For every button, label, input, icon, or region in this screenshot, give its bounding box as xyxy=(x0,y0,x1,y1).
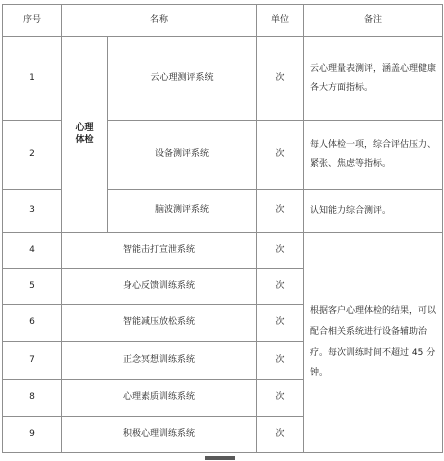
row-unit: 次 xyxy=(257,190,304,233)
row-unit: 次 xyxy=(257,342,304,380)
table-row xyxy=(3,37,443,121)
row-name: 身心反馈训练系统 xyxy=(62,269,257,305)
row-index: 6 xyxy=(3,305,62,342)
row-unit: 次 xyxy=(257,269,304,305)
row-name: 脑波测评系统 xyxy=(108,190,257,233)
remark-cell: 认知能力综合测评。 xyxy=(304,190,443,233)
row-index: 9 xyxy=(3,417,62,453)
row-name: 云心理测评系统 xyxy=(108,37,257,121)
row-unit: 次 xyxy=(257,121,304,190)
row-name: 正念冥想训练系统 xyxy=(62,342,257,380)
row-index: 4 xyxy=(3,233,62,269)
row-index: 8 xyxy=(3,380,62,417)
row-unit: 次 xyxy=(257,305,304,342)
row-index: 2 xyxy=(3,121,62,190)
header-index: 序号 xyxy=(3,5,62,37)
row-unit: 次 xyxy=(257,233,304,269)
row-unit: 次 xyxy=(257,37,304,121)
remark-cell: 云心理量表测评，涵盖心理健康各大方面指标。 xyxy=(304,37,443,121)
row-unit: 次 xyxy=(257,417,304,453)
header-name: 名称 xyxy=(62,5,257,37)
category-line-2: 体检 xyxy=(75,134,94,145)
row-index: 5 xyxy=(3,269,62,305)
category-cell xyxy=(62,37,108,233)
row-index: 3 xyxy=(3,190,62,233)
remark-cell: 每人体检一项，综合评估压力、紧张、焦虑等指标。 xyxy=(304,121,443,190)
row-name: 心理素质训练系统 xyxy=(62,380,257,417)
header-row xyxy=(3,5,443,37)
header-unit: 单位 xyxy=(257,5,304,37)
row-unit: 次 xyxy=(257,380,304,417)
remark-cell: 根据客户心理体检的结果，可以配合相关系统进行设备辅助治疗。每次训练时间不超过 45 分钟。 xyxy=(304,233,443,453)
row-name: 积极心理训练系统 xyxy=(62,417,257,453)
bottom-marker xyxy=(205,456,235,460)
row-index: 1 xyxy=(3,37,62,121)
row-index: 7 xyxy=(3,342,62,380)
row-name: 设备测评系统 xyxy=(108,121,257,190)
header-remark: 备注 xyxy=(304,5,443,37)
row-name: 智能减压放松系统 xyxy=(62,305,257,342)
table-row xyxy=(3,233,443,269)
category-line-1: 心理 xyxy=(75,123,94,134)
row-name: 智能击打宣泄系统 xyxy=(62,233,257,269)
service-table xyxy=(2,4,443,453)
